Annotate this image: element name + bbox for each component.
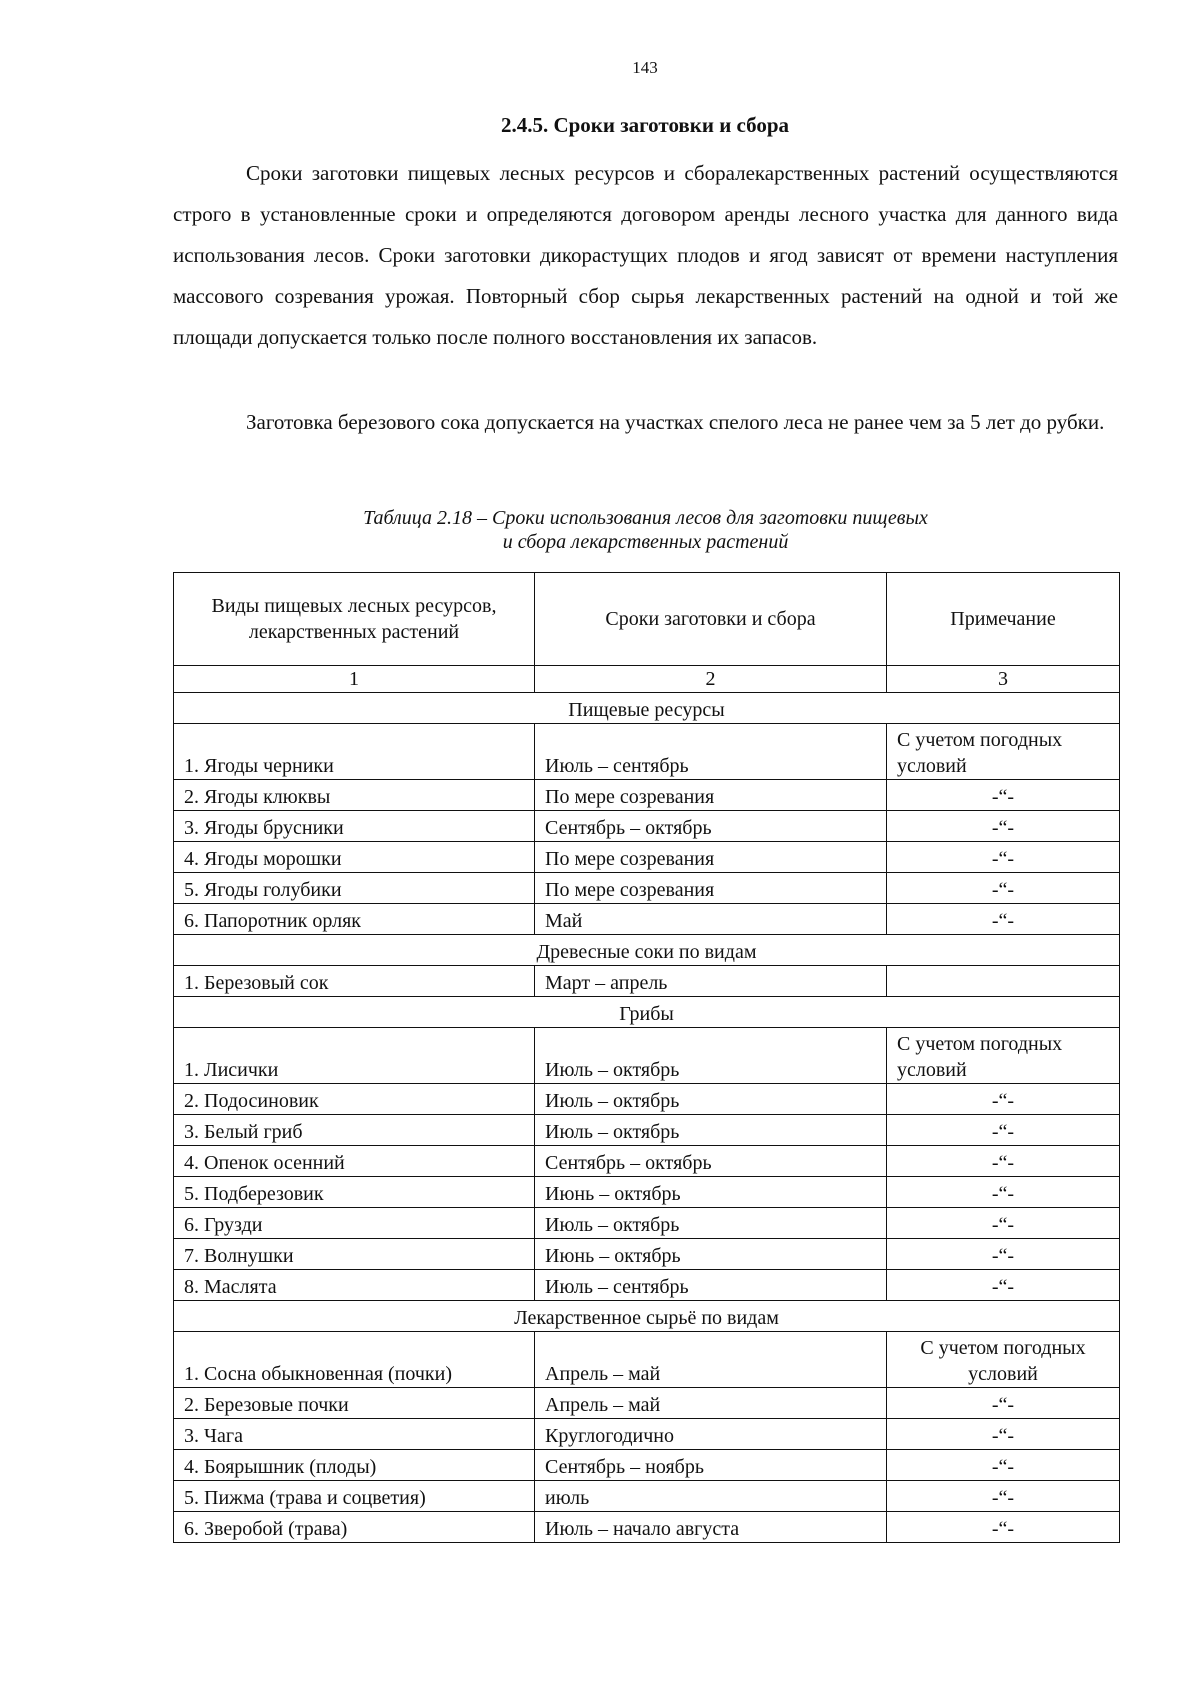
cell-harvest-period: Сентябрь – ноябрь — [535, 1450, 887, 1481]
cell-note: -“- — [887, 1239, 1120, 1270]
cell-resource-name: 5. Ягоды голубики — [174, 873, 535, 904]
table-section-row — [174, 1301, 1120, 1332]
cell-note: -“- — [887, 1419, 1120, 1450]
cell-harvest-period: Июль – октябрь — [535, 1208, 887, 1239]
table-row — [174, 1332, 1120, 1388]
table-caption-line-1: Таблица 2.18 – Сроки использования лесов для заготовки пищевых — [363, 507, 928, 529]
cell-note: -“- — [887, 1388, 1120, 1419]
cell-harvest-period: Июнь – октябрь — [535, 1239, 887, 1270]
table-section-row — [174, 997, 1120, 1028]
header-cell-periods: Сроки заготовки и сбора — [535, 573, 887, 666]
cell-resource-name: 4. Боярышник (плоды) — [174, 1450, 535, 1481]
cell-harvest-period: Март – апрель — [535, 966, 887, 997]
cell-harvest-period: Апрель – май — [535, 1332, 887, 1388]
table-row — [174, 1270, 1120, 1301]
table-row — [174, 1419, 1120, 1450]
cell-note: -“- — [887, 842, 1120, 873]
cell-harvest-period: Сентябрь – октябрь — [535, 811, 887, 842]
cell-note: С учетом погодных условий — [887, 1332, 1120, 1388]
cell-note: -“- — [887, 1084, 1120, 1115]
paragraph-1: Сроки заготовки пищевых лесных ресурсов и сборалекарственных растений осуществляются строго в установленные сроки и определяются договором аренды лесного участка для данного вида использования лесов. Сроки заготовки дикорастущих плодов и ягод зависят от времени наступления массового созревания урожая. Повторный сбор сырья лекарственных растений на одной и той же площади допускается только после полного восстановления их запасов. — [173, 161, 1118, 349]
cell-note: -“- — [887, 904, 1120, 935]
table-row — [174, 873, 1120, 904]
cell-resource-name: 1. Березовый сок — [174, 966, 535, 997]
cell-harvest-period: Июль – сентябрь — [535, 1270, 887, 1301]
cell-resource-name: 2. Подосиновик — [174, 1084, 535, 1115]
cell-note: -“- — [887, 1270, 1120, 1301]
page-number: 143 — [632, 58, 658, 77]
cell-resource-name: 8. Маслята — [174, 1270, 535, 1301]
cell-resource-name: 1. Лисички — [174, 1028, 535, 1084]
cell-resource-name: 1. Сосна обыкновенная (почки) — [174, 1332, 535, 1388]
table-row — [174, 1512, 1120, 1543]
table-row — [174, 1481, 1120, 1512]
cell-resource-name: 6. Папоротник орляк — [174, 904, 535, 935]
cell-note: -“- — [887, 1115, 1120, 1146]
cell-harvest-period: Июль – начало августа — [535, 1512, 887, 1543]
cell-note: -“- — [887, 1208, 1120, 1239]
table-row — [174, 1028, 1120, 1084]
cell-resource-name: 3. Чага — [174, 1419, 535, 1450]
cell-harvest-period: Май — [535, 904, 887, 935]
cell-harvest-period: Июль – октябрь — [535, 1084, 887, 1115]
cell-harvest-period: По мере созревания — [535, 873, 887, 904]
cell-harvest-period: Сентябрь – октябрь — [535, 1146, 887, 1177]
cell-note: -“- — [887, 1146, 1120, 1177]
cell-note: -“- — [887, 1450, 1120, 1481]
table-row — [174, 780, 1120, 811]
header-cell-resource-types: Виды пищевых лесных ресурсов, лекарственных растений — [174, 573, 535, 666]
cell-resource-name: 5. Пижма (трава и соцветия) — [174, 1481, 535, 1512]
table-row — [174, 1239, 1120, 1270]
column-number-3: 3 — [887, 666, 1120, 693]
column-number-2: 2 — [535, 666, 887, 693]
table-row — [174, 1208, 1120, 1239]
cell-harvest-period: По мере созревания — [535, 842, 887, 873]
table-row — [174, 811, 1120, 842]
cell-note: С учетом погодных условий — [887, 724, 1120, 780]
table-section-row — [174, 935, 1120, 966]
section-heading: 2.4.5. Сроки заготовки и сбора — [500, 113, 790, 137]
cell-harvest-period: По мере созревания — [535, 780, 887, 811]
cell-resource-name: 2. Березовые почки — [174, 1388, 535, 1419]
table-row — [174, 1084, 1120, 1115]
cell-note: -“- — [887, 780, 1120, 811]
table-row — [174, 904, 1120, 935]
cell-harvest-period: Круглогодично — [535, 1419, 887, 1450]
section-title: Пищевые ресурсы — [174, 693, 1120, 724]
table-section-row — [174, 693, 1120, 724]
table-caption-line-2: и сбора лекарственных растений — [502, 531, 789, 553]
cell-note: С учетом погодных условий — [887, 1028, 1120, 1084]
cell-resource-name: 2. Ягоды клюквы — [174, 780, 535, 811]
table-row — [174, 1146, 1120, 1177]
cell-harvest-period: Апрель – май — [535, 1388, 887, 1419]
table-row — [174, 1115, 1120, 1146]
harvest-periods-table — [173, 572, 1120, 1543]
cell-note: -“- — [887, 1512, 1120, 1543]
section-title: Лекарственное сырьё по видам — [174, 1301, 1120, 1332]
cell-note: -“- — [887, 811, 1120, 842]
column-number-row — [174, 666, 1120, 693]
cell-note: -“- — [887, 1481, 1120, 1512]
section-title: Грибы — [174, 997, 1120, 1028]
cell-resource-name: 4. Ягоды морошки — [174, 842, 535, 873]
cell-harvest-period: Июль – сентябрь — [535, 724, 887, 780]
cell-resource-name: 4. Опенок осенний — [174, 1146, 535, 1177]
section-title: Древесные соки по видам — [174, 935, 1120, 966]
paragraph-2: Заготовка березового сока допускается на участках спелого леса не ранее чем за 5 лет до рубки. — [246, 410, 1105, 434]
cell-note: -“- — [887, 1177, 1120, 1208]
cell-harvest-period: Июль – октябрь — [535, 1028, 887, 1084]
header-cell-note: Примечание — [887, 573, 1120, 666]
table-row — [174, 1388, 1120, 1419]
table-row — [174, 724, 1120, 780]
cell-resource-name: 3. Белый гриб — [174, 1115, 535, 1146]
cell-resource-name: 7. Волнушки — [174, 1239, 535, 1270]
cell-note — [887, 966, 1120, 997]
cell-resource-name: 3. Ягоды брусники — [174, 811, 535, 842]
cell-harvest-period: июль — [535, 1481, 887, 1512]
table-row — [174, 1450, 1120, 1481]
cell-resource-name: 6. Грузди — [174, 1208, 535, 1239]
table-caption — [173, 506, 1118, 554]
cell-resource-name: 5. Подберезовик — [174, 1177, 535, 1208]
table-row — [174, 1177, 1120, 1208]
cell-resource-name: 1. Ягоды черники — [174, 724, 535, 780]
column-number-1: 1 — [174, 666, 535, 693]
table-row — [174, 842, 1120, 873]
cell-note: -“- — [887, 873, 1120, 904]
cell-harvest-period: Июнь – октябрь — [535, 1177, 887, 1208]
cell-resource-name: 6. Зверобой (трава) — [174, 1512, 535, 1543]
table-header-row — [174, 573, 1120, 666]
cell-harvest-period: Июль – октябрь — [535, 1115, 887, 1146]
table-row — [174, 966, 1120, 997]
